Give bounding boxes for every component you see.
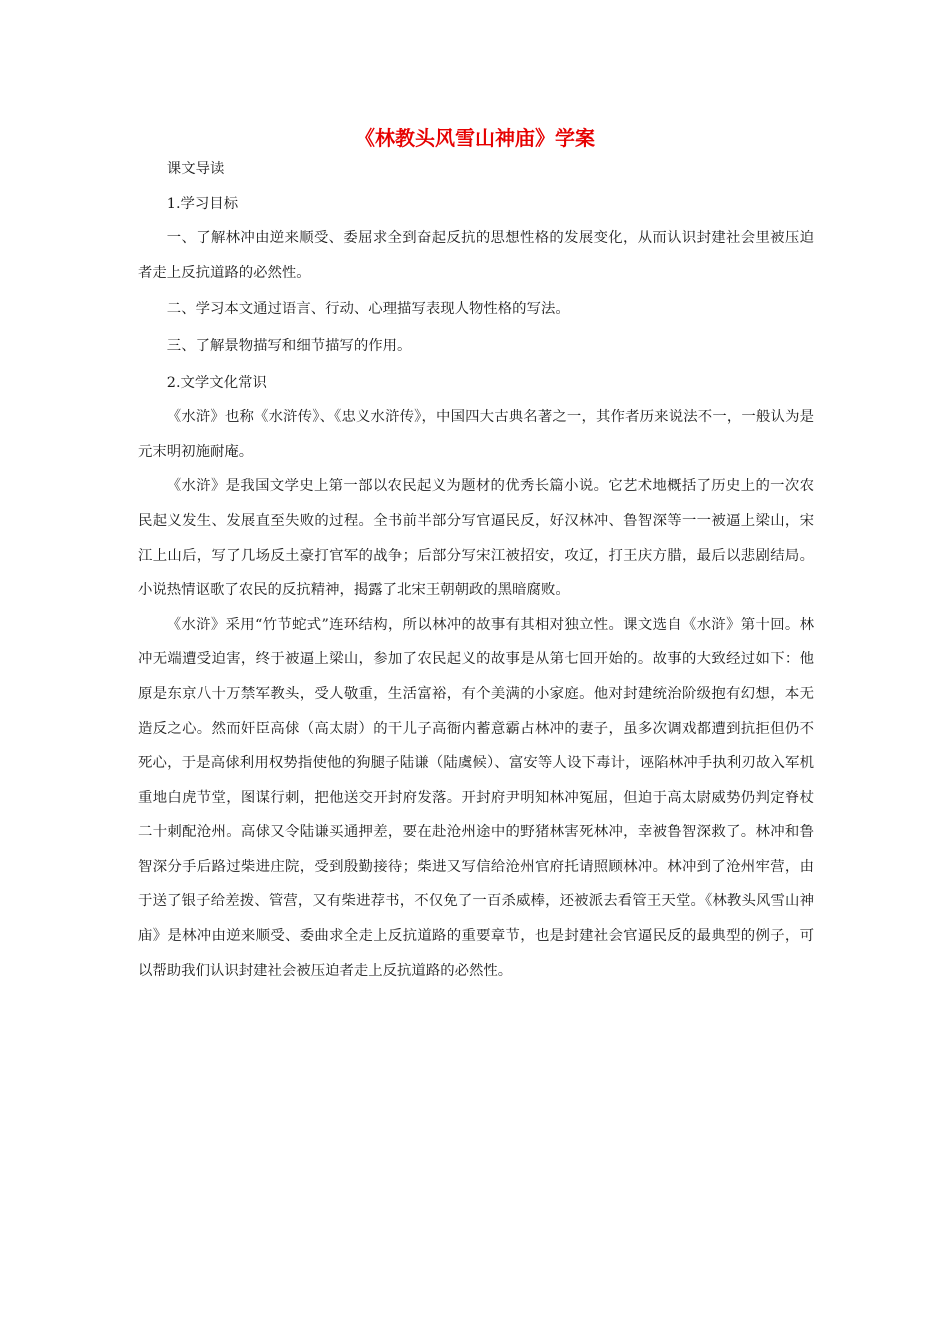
- goal-item-3: 三、了解景物描写和细节描写的作用。: [166, 337, 412, 354]
- subheading-learning-goals: 1.学习目标: [166, 195, 239, 212]
- document-body: [138, 152, 814, 988]
- body-paragraph-story-background: 《水浒》采用“竹节蛇式”连环结构，所以林冲的故事有其相对独立性。课文选自《水浒》第十回。林冲无端遭受迫害，终于被逼上梁山，参加了农民起义的故事是从第七回开始的。故事的大致经过如下：他原是东京八十万禁军教头，受人敬重，生活富裕，有个美满的小家庭。他对封建统治阶级抱有幻想，本无造反之心。然而奸臣高俅（高太尉）的干儿子高衙内蓄意霸占林冲的妻子，虽多次调戏都遭到抗拒但仍不死心，于是高俅利用权势指使他的狗腿子陆谦（陆虞候）、富安等人设下毒计，诬陷林冲手执利刃故入军机重地白虎节堂，图谋行刺，把他送交开封府发落。开封府尹明知林冲冤屈，但迫于高太尉威势仍判定脊杖二十刺配沧州。高俅又令陆谦买通押差，要在赴沧州途中的野猪林害死林冲，幸被鲁智深救了。林冲和鲁智深分手后路过柴进庄院，受到殷勤接待；柴进又写信给沧州官府托请照顾林冲。林冲到了沧州牢营，由于送了银子给差拨、管营，又有柴进荐书，不仅免了一百杀威棒，还被派去看管王天堂。《林教头风雪山神庙》是林冲由逆来顺受、委曲求全走上反抗道路的重要章节，也是封建社会官逼民反的最典型的例子，可以帮助我们认识封建社会被压迫者走上反抗道路的必然性。: [138, 616, 814, 979]
- subheading-literary-knowledge: 2.文学文化常识: [166, 374, 267, 391]
- section-heading-reading-guide: 课文导读: [166, 161, 225, 177]
- goal-item-2: 二、学习本文通过语言、行动、心理描写表现人物性格的写法。: [166, 301, 570, 318]
- goal-item-1: 一、了解林冲由逆来顺受、委屈求全到奋起反抗的思想性格的发展变化，从而认识封建社会里被压迫者走上反抗道路的必然性。: [138, 230, 814, 281]
- body-paragraph-author: 《水浒》也称《水浒传》、《忠义水浒传》，中国四大古典名著之一，其作者历来说法不一，一般认为是元末明初施耐庵。: [138, 409, 814, 460]
- document-title: 《林教头风雪山神庙》学案: [355, 126, 595, 150]
- body-paragraph-novel-summary: 《水浒》是我国文学史上第一部以农民起义为题材的优秀长篇小说。它艺术地概括了历史上的一次农民起义发生、发展直至失败的过程。全书前半部分写官逼民反，好汉林冲、鲁智深等一一被逼上梁山，宋江上山后，写了几场反土豪打官军的战争；后部分写宋江被招安，攻辽，打王庆方腊，最后以悲剧结局。小说热情讴歌了农民的反抗精神，揭露了北宋王朝朝政的黑暗腐败。: [138, 478, 814, 599]
